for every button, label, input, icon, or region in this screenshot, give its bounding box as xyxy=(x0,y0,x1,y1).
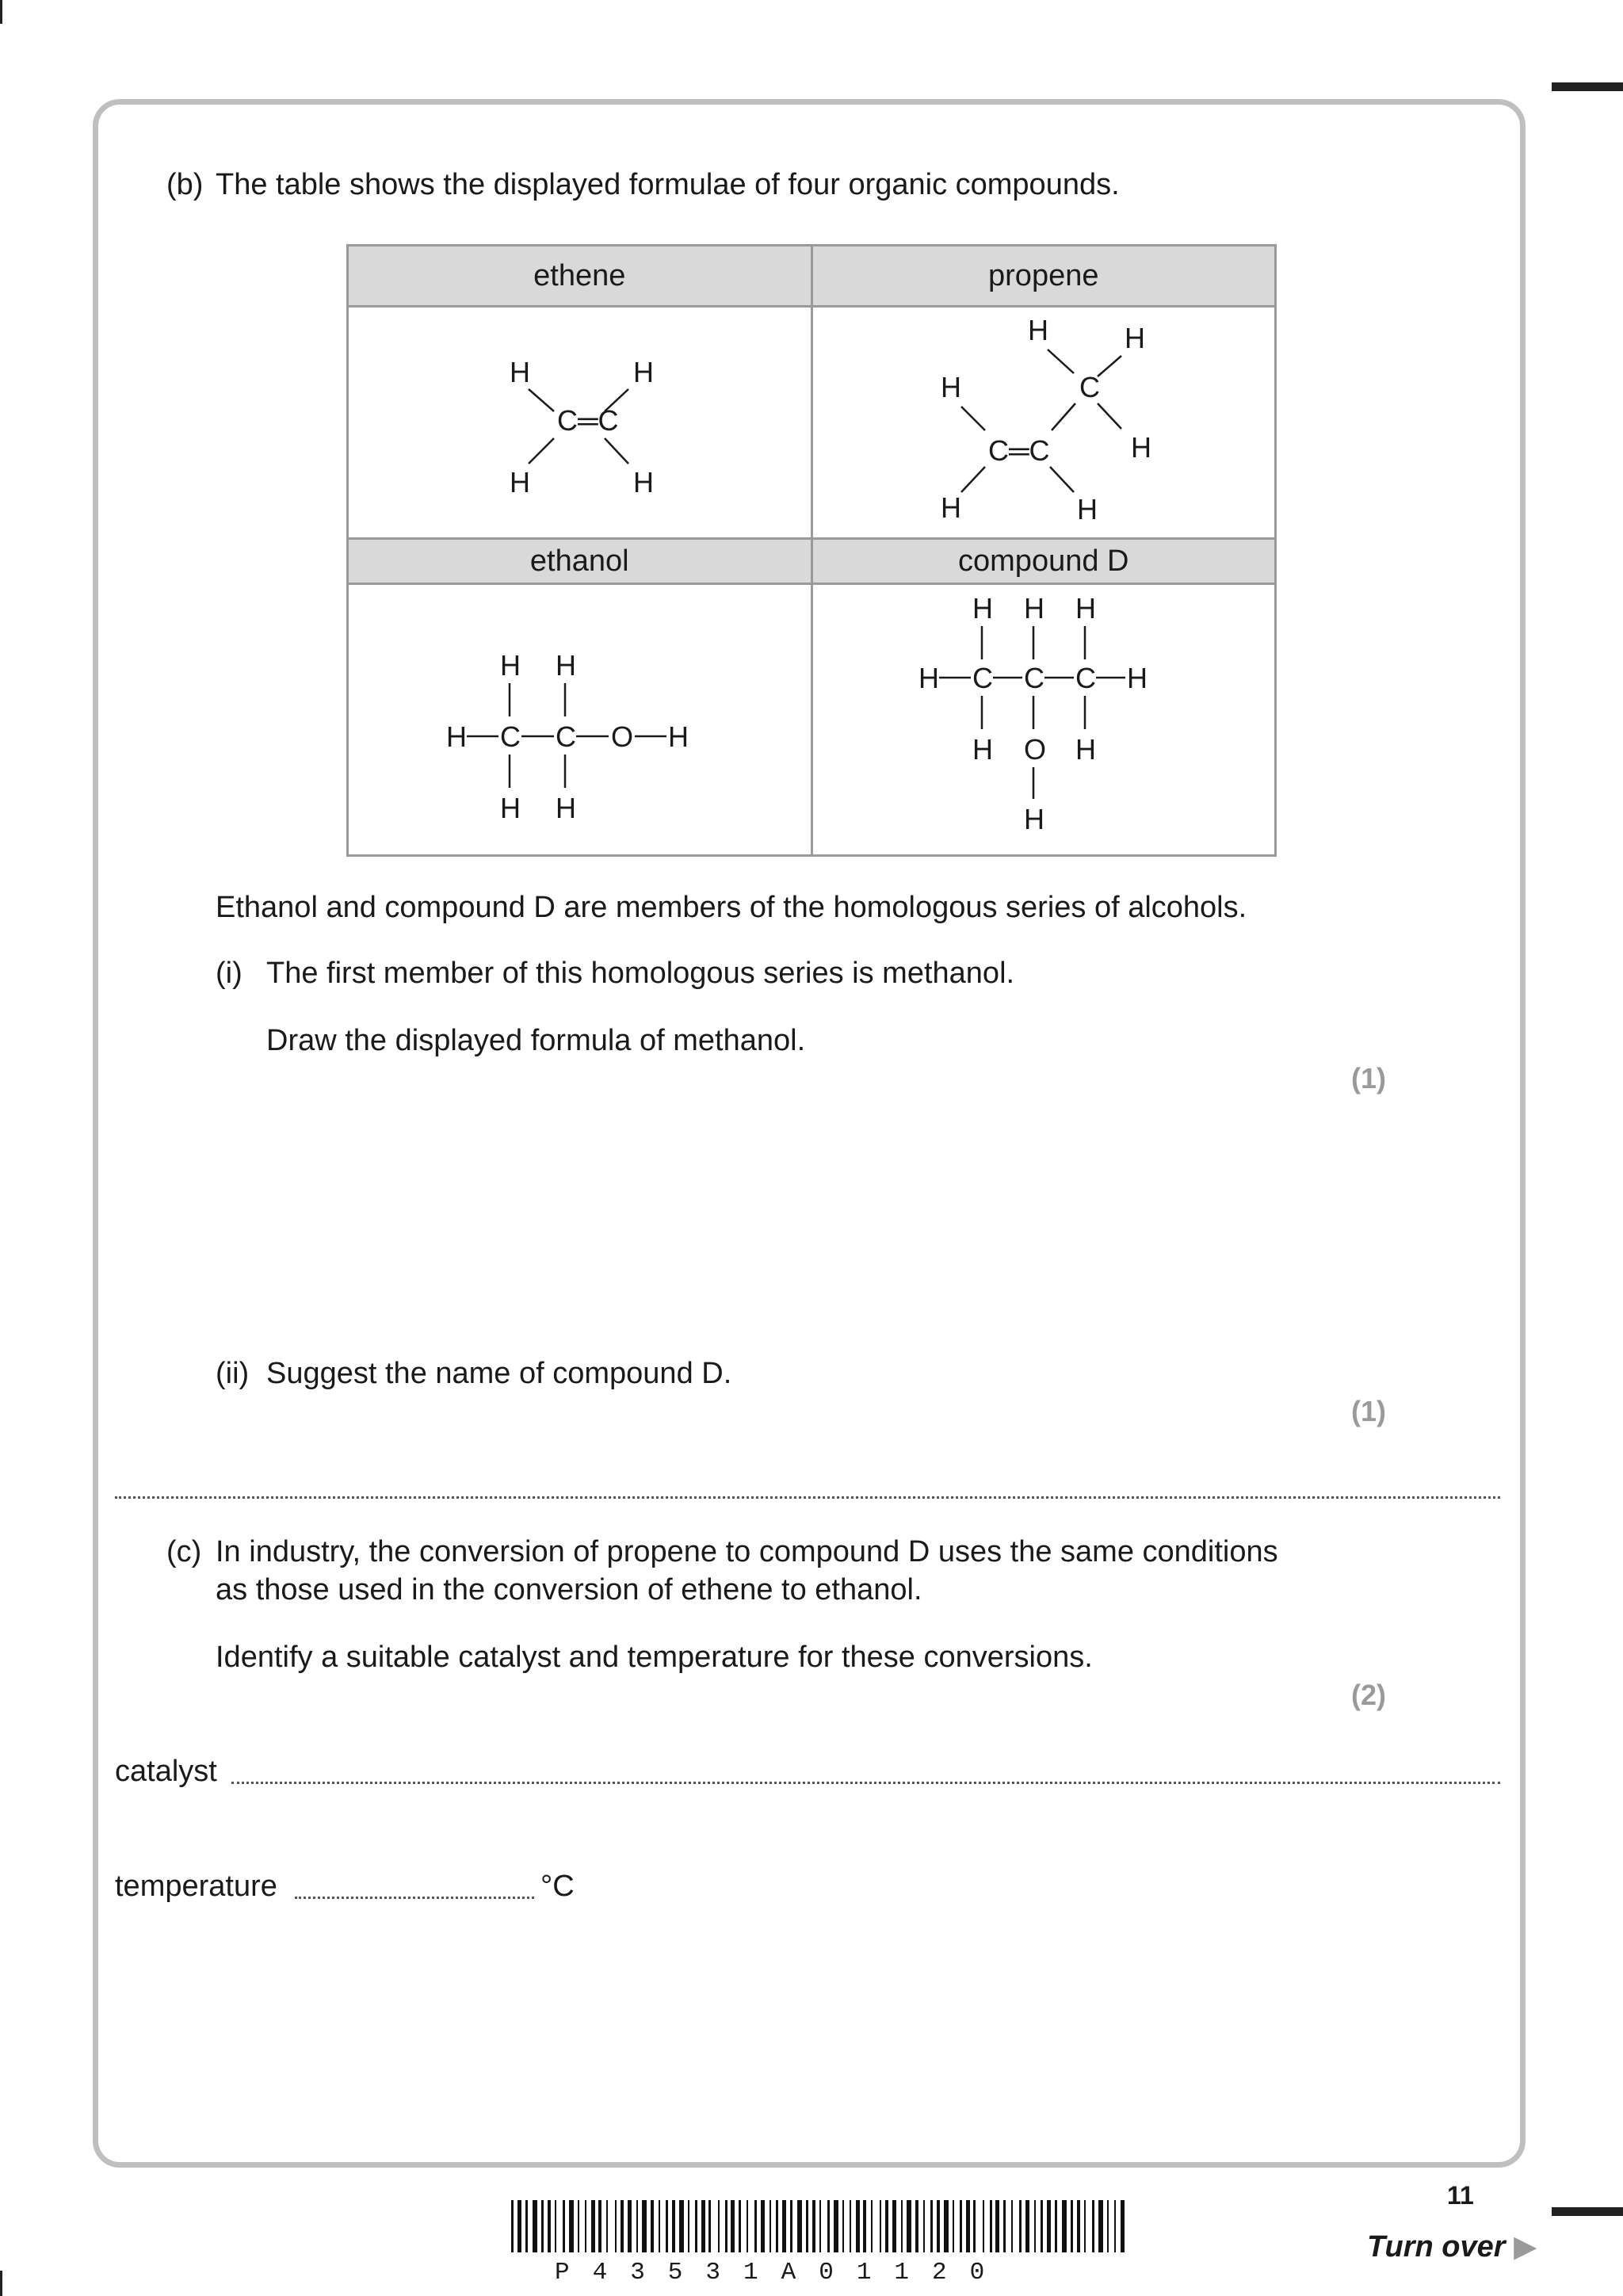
barcode-bar xyxy=(725,2200,727,2252)
barcode-bar xyxy=(642,2200,647,2252)
barcode-bar xyxy=(511,2200,514,2252)
turn-over-text: Turn over xyxy=(1367,2230,1506,2264)
barcode-bar xyxy=(990,2200,992,2252)
barcode-bar xyxy=(769,2200,771,2252)
barcode-bar xyxy=(1114,2200,1116,2252)
ethene-structure xyxy=(460,319,698,525)
barcode-bar xyxy=(615,2200,617,2252)
barcode-bar xyxy=(827,2200,830,2252)
svg-text:O: O xyxy=(611,720,634,753)
barcode-bar xyxy=(1107,2200,1109,2252)
barcode-bar xyxy=(718,2200,720,2252)
barcode-bar xyxy=(953,2200,954,2252)
cell-ethanol-structure xyxy=(348,584,812,856)
barcode-bar xyxy=(541,2200,544,2252)
barcode-bar xyxy=(995,2200,999,2252)
formulae-table xyxy=(346,244,1277,857)
svg-text:H: H xyxy=(1130,431,1151,464)
svg-text:H: H xyxy=(500,649,521,682)
compound-d-answer-line[interactable] xyxy=(115,1496,1500,1499)
barcode-bar xyxy=(548,2200,551,2252)
crop-mark-top-left xyxy=(0,0,2,24)
header-propene: propene xyxy=(812,246,1276,307)
part-i-instruction: Draw the displayed formula of methanol. xyxy=(266,1024,806,1057)
svg-text:H: H xyxy=(668,720,689,753)
catalyst-answer-line[interactable] xyxy=(231,1782,1500,1784)
barcode-bar xyxy=(517,2200,521,2252)
header-ethanol: ethanol xyxy=(348,539,812,584)
barcode-digits: P43531A01120 xyxy=(555,2259,1008,2286)
cell-compound-d-structure xyxy=(812,584,1276,856)
header-compound-d: compound D xyxy=(812,539,1276,584)
svg-text:H: H xyxy=(1075,733,1096,766)
svg-text:C═C: C═C xyxy=(557,404,619,437)
propene-structure xyxy=(909,311,1178,533)
barcode-bar xyxy=(754,2200,757,2252)
barcode-bar xyxy=(1025,2200,1029,2252)
barcode-bar xyxy=(666,2200,668,2252)
barcode-bar xyxy=(688,2200,689,2252)
barcode-bar xyxy=(591,2200,595,2252)
ethanol-structure xyxy=(445,609,714,831)
barcode-bar xyxy=(944,2200,949,2252)
barcode-bar xyxy=(1003,2200,1006,2252)
barcode-bar xyxy=(790,2200,792,2252)
svg-text:C: C xyxy=(556,720,577,753)
barcode-bar xyxy=(533,2200,537,2252)
cell-propene-structure xyxy=(812,307,1276,539)
barcode-bar xyxy=(907,2200,911,2252)
barcode-bar xyxy=(1077,2200,1080,2252)
barcode-bar xyxy=(901,2200,903,2252)
barcode-bar xyxy=(1084,2200,1086,2252)
barcode-bar xyxy=(1098,2200,1103,2252)
svg-text:C═C: C═C xyxy=(987,434,1050,467)
question-b-label: (b) xyxy=(166,168,204,201)
page-number: 11 xyxy=(1447,2181,1474,2210)
barcode-bar xyxy=(679,2200,684,2252)
part-i-text: The first member of this homologous series is methanol. xyxy=(266,957,1015,990)
question-c-marks: (2) xyxy=(1351,1679,1386,1711)
barcode-bar xyxy=(923,2200,925,2252)
barcode-bar xyxy=(1019,2200,1022,2252)
alcohols-statement: Ethanol and compound D are members of the homologous series of alcohols. xyxy=(216,891,1247,924)
barcode-bar xyxy=(1034,2200,1036,2252)
margin-bar-bottom xyxy=(1552,2207,1623,2216)
barcode-bar xyxy=(842,2200,844,2252)
barcode-bar xyxy=(892,2200,896,2252)
barcode-bar xyxy=(606,2200,608,2252)
cell-ethene-structure xyxy=(348,307,812,539)
svg-text:C: C xyxy=(1079,371,1100,403)
barcode-bar xyxy=(555,2200,556,2252)
temperature-label: temperature xyxy=(115,1870,277,1903)
svg-text:C: C xyxy=(500,720,521,753)
barcode-bar xyxy=(973,2200,976,2252)
svg-text:H: H xyxy=(1023,592,1044,625)
svg-text:H: H xyxy=(1124,322,1145,354)
barcode-bar xyxy=(930,2200,933,2252)
barcode-bar xyxy=(659,2200,660,2252)
barcode-bar xyxy=(797,2200,802,2252)
barcode-bar xyxy=(731,2200,735,2252)
barcode-bar xyxy=(708,2200,711,2252)
barcode-bar xyxy=(856,2200,860,2252)
barcode-bar xyxy=(621,2200,624,2252)
barcode-bar xyxy=(1071,2200,1073,2252)
question-c-label: (c) xyxy=(166,1535,202,1568)
barcode-bar xyxy=(871,2200,873,2252)
barcode-bar xyxy=(569,2200,574,2252)
svg-text:H: H xyxy=(918,662,939,694)
svg-text:H: H xyxy=(510,356,531,388)
barcode-bar xyxy=(695,2200,697,2252)
catalyst-label: catalyst xyxy=(115,1755,217,1788)
question-b-intro: The table shows the displayed formulae of four organic compounds. xyxy=(216,168,1120,201)
barcode-bar xyxy=(1047,2200,1051,2252)
turn-over xyxy=(1367,2229,1537,2264)
barcode-bar xyxy=(983,2200,984,2252)
barcode-bar xyxy=(1041,2200,1043,2252)
barcode-bar xyxy=(578,2200,579,2252)
barcode-bar xyxy=(739,2200,741,2252)
part-ii-label: (ii) xyxy=(216,1357,250,1390)
barcode-bar xyxy=(812,2200,815,2252)
svg-text:H: H xyxy=(633,356,655,388)
barcode-bar xyxy=(966,2200,970,2252)
barcode-bar xyxy=(880,2200,881,2252)
svg-text:H: H xyxy=(510,466,531,499)
barcode-bar xyxy=(585,2200,586,2252)
svg-text:H: H xyxy=(940,371,961,403)
barcode-bar xyxy=(819,2200,821,2252)
barcode-bar xyxy=(776,2200,778,2252)
barcode-bar xyxy=(960,2200,962,2252)
svg-text:H: H xyxy=(556,792,577,824)
barcode-bar xyxy=(1092,2200,1094,2252)
barcode-bar xyxy=(636,2200,638,2252)
part-i-marks: (1) xyxy=(1351,1062,1386,1095)
svg-text:C: C xyxy=(972,662,993,694)
question-c-text-line2: as those used in the conversion of ethene to ethanol. xyxy=(216,1573,922,1606)
svg-text:H: H xyxy=(972,592,993,625)
part-ii-text: Suggest the name of compound D. xyxy=(266,1357,732,1390)
svg-text:O: O xyxy=(1023,733,1046,766)
barcode-bar xyxy=(863,2200,866,2252)
barcode-bar xyxy=(937,2200,940,2252)
barcode-bar xyxy=(701,2200,705,2252)
svg-text:C: C xyxy=(1075,662,1096,694)
svg-text:C: C xyxy=(1023,662,1044,694)
svg-text:H: H xyxy=(633,466,655,499)
barcode-bar xyxy=(806,2200,808,2252)
part-i-label: (i) xyxy=(216,957,242,990)
svg-text:H: H xyxy=(1075,592,1096,625)
barcode-bar xyxy=(651,2200,654,2252)
barcode-bar xyxy=(1062,2200,1067,2252)
barcode-bar xyxy=(782,2200,786,2252)
question-c-instruction: Identify a suitable catalyst and temperature for these conversions. xyxy=(216,1641,1093,1674)
barcode-bar xyxy=(747,2200,748,2252)
svg-text:H: H xyxy=(972,733,993,766)
turn-over-arrow-icon: ▶ xyxy=(1514,2230,1537,2264)
svg-text:H: H xyxy=(1023,803,1044,835)
svg-text:H: H xyxy=(1126,662,1148,694)
barcode-bar xyxy=(1121,2200,1125,2252)
methanol-drawing-area[interactable] xyxy=(266,1110,1336,1324)
margin-bar-top xyxy=(1552,82,1623,91)
barcode-bar xyxy=(672,2200,675,2252)
svg-text:H: H xyxy=(1027,314,1048,346)
barcode-bar xyxy=(1011,2200,1013,2252)
barcode xyxy=(511,2200,1129,2252)
barcode-bar xyxy=(761,2200,765,2252)
barcode-bar xyxy=(598,2200,601,2252)
temperature-answer-line[interactable] xyxy=(295,1897,534,1899)
header-ethene: ethene xyxy=(348,246,812,307)
barcode-bar xyxy=(834,2200,838,2252)
barcode-bar xyxy=(525,2200,528,2252)
barcode-bar xyxy=(628,2200,632,2252)
crop-mark-bottom-left xyxy=(0,2271,2,2296)
part-ii-marks: (1) xyxy=(1351,1395,1386,1427)
compound-d-structure xyxy=(909,585,1178,854)
barcode-bar xyxy=(563,2200,565,2252)
barcode-bar xyxy=(1055,2200,1057,2252)
svg-text:H: H xyxy=(1076,493,1098,525)
barcode-bar xyxy=(850,2200,851,2252)
temperature-unit: °C xyxy=(540,1870,575,1903)
barcode-bar xyxy=(915,2200,918,2252)
barcode-bar xyxy=(885,2200,888,2252)
svg-text:H: H xyxy=(446,720,468,753)
question-c-text-line1: In industry, the conversion of propene to compound D uses the same conditions xyxy=(216,1535,1278,1568)
svg-text:H: H xyxy=(556,649,577,682)
svg-text:H: H xyxy=(500,792,521,824)
svg-text:H: H xyxy=(940,491,961,524)
